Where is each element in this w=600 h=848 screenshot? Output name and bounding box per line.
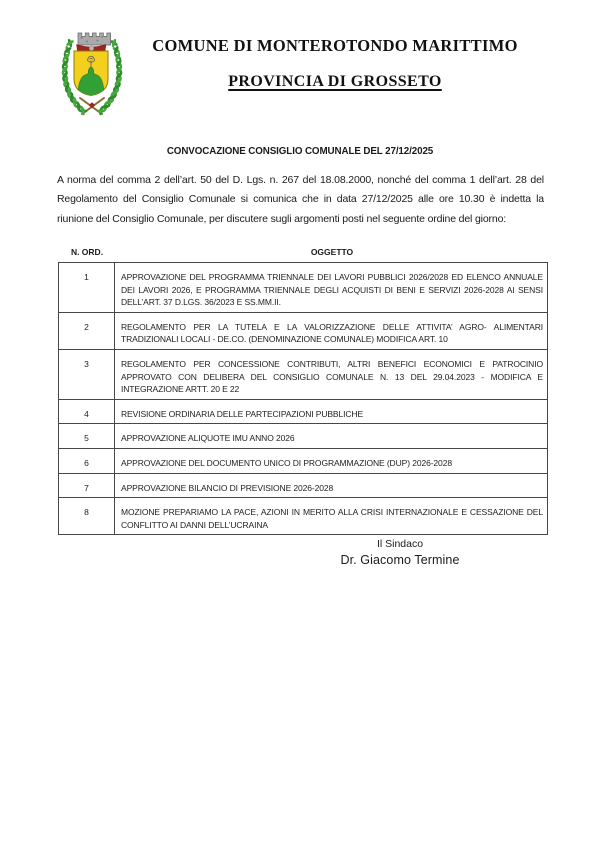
table-row [59, 448, 548, 473]
signature-block [202, 538, 598, 567]
intro-paragraph: A norma del comma 2 dell’art. 50 del D. Lgs. n. 267 del 18.08.2000, nonché del comma 1 dell’art. 28 del Regolamento del Consiglio Comunale si comunica che in data 27/12/2025 alle ore 10.30 è indetta la riunione del Consiglio Comunale, per discutere sugli argomenti posti nel seguente ordine del giorno: [57, 174, 544, 225]
signer-name: Dr. Giacomo Termine [340, 553, 460, 567]
table-row [59, 312, 548, 349]
agenda-item-number: 5 [59, 424, 115, 449]
agenda-item-number: 2 [59, 312, 115, 349]
agenda-header-subject: OGGETTO [310, 247, 354, 257]
agenda-item-subject: REGOLAMENTO PER LA TUTELA E LA VALORIZZAZIONE DELLE ATTIVITA’ AGRO- ALIMENTARI TRADIZIONALI LOCALI - DE.CO. (DENOMINAZIONE COMUNALE) MODIFICA ART. 10 [115, 312, 548, 349]
agenda-item-number: 4 [59, 399, 115, 424]
agenda-item-number: 1 [59, 263, 115, 313]
signer-role: Il Sindaco [376, 538, 424, 550]
agenda-item-subject: REGOLAMENTO PER CONCESSIONE CONTRIBUTI, ALTRI BENEFICI ECONOMICI E PATROCINIO APPROVATO CON DELIBERA DEL CONSIGLIO COMUNALE N. 13 DEL 29.04.2023 - MODIFICA E INTEGRAZIONE ARTT. 20 E 22 [115, 349, 548, 399]
agenda-table-body [59, 263, 548, 535]
agenda-item-subject: APPROVAZIONE DEL PROGRAMMA TRIENNALE DEI LAVORI PUBBLICI 2026/2028 ED ELENCO ANNUALE DEI LAVORI 2026, E PROGRAMMA TRIENNALE DEGLI ACQUISTI DI BENI E SERVIZI 2026-2028 AI SENSI DELL’ART. 37 D.LGS. 36/2023 E SS.MM.II. [115, 263, 548, 313]
agenda-item-subject: APPROVAZIONE ALIQUOTE IMU ANNO 2026 [115, 424, 548, 449]
agenda-header-row [58, 247, 548, 257]
municipality-name: COMUNE DI MONTEROTONDO MARITTIMO [152, 36, 518, 55]
agenda-item-subject: REVISIONE ORDINARIA DELLE PARTECIPAZIONI PUBBLICHE [115, 399, 548, 424]
document-title: CONVOCAZIONE CONSIGLIO COMUNALE DEL 27/12/2025 [166, 146, 434, 157]
table-row [59, 498, 548, 535]
table-row [59, 473, 548, 498]
agenda-item-subject: APPROVAZIONE BILANCIO DI PREVISIONE 2026-2028 [115, 473, 548, 498]
agenda-item-number: 7 [59, 473, 115, 498]
province-name: PROVINCIA DI GROSSETO [228, 73, 442, 90]
agenda-item-number: 8 [59, 498, 115, 535]
agenda-item-subject: APPROVAZIONE DEL DOCUMENTO UNICO DI PROGRAMMAZIONE (DUP) 2026-2028 [115, 448, 548, 473]
agenda-table [58, 262, 548, 535]
agenda-item-subject: MOZIONE PREPARIAMO LA PACE, AZIONI IN MERITO ALLA CRISI INTERNAZIONALE E CESSAZIONE DEL CONFLITTO AI DANNI DELL’UCRAINA [115, 498, 548, 535]
agenda-section [58, 247, 548, 535]
table-row [59, 349, 548, 399]
agenda-item-number: 6 [59, 448, 115, 473]
table-row [59, 263, 548, 313]
table-row [59, 424, 548, 449]
table-row [59, 399, 548, 424]
agenda-item-number: 3 [59, 349, 115, 399]
agenda-header-number: N. ORD. [70, 247, 104, 257]
